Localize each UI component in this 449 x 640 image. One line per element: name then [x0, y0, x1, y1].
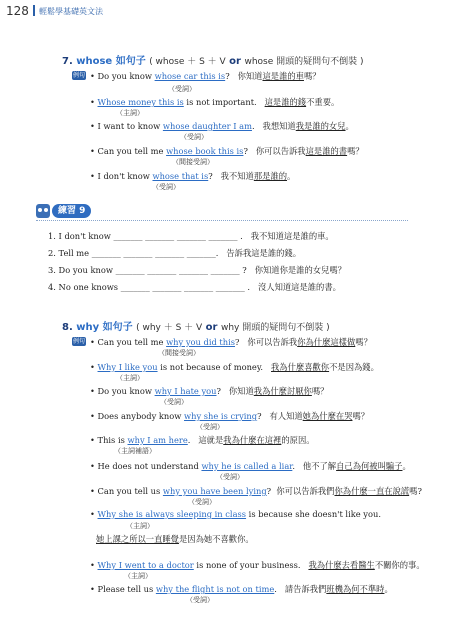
example-translation: 她上課之所以一直睡覺是因為她不喜歡你。	[96, 534, 254, 544]
section-8-title	[62, 318, 330, 333]
example-line: • Whose money this is is not important. 這是誰的錢不重要。	[90, 97, 340, 107]
grammar-note: （受詞）	[160, 398, 188, 406]
divider	[36, 220, 408, 221]
example-line: • He does not understand why he is called a liar. 他不了解自己為何被叫騙子。	[90, 461, 411, 471]
example-line: • Why I went to a doctor is none of your business. 我為什麼去看醫生不關你的事。	[90, 560, 425, 570]
section-formula-note: why 開頭的疑問句不倒裝 )	[220, 323, 330, 333]
grammar-note: （受詞）	[168, 85, 196, 93]
grammar-note: （受詞）	[186, 596, 214, 604]
example-line: • Please tell us why the flight is not on time. 請告訴我們班機為何不準時。	[90, 584, 393, 594]
grammar-note: （主詞）	[116, 109, 144, 117]
grammar-note: （主詞）	[116, 374, 144, 382]
grammar-note: （受詞）	[180, 133, 208, 141]
page-number: 128	[6, 4, 29, 18]
example-line: • Can you tell us why you have been lying? 你可以告訴我們你為什麼一直在說謊嗎?	[90, 486, 422, 496]
example-line: • I want to know whose daughter I am. 我想知道我是誰的女兒。	[90, 121, 354, 131]
section-keyword: whose	[76, 56, 113, 67]
section-formula: ( whose ＋ S ＋ V	[149, 57, 226, 67]
grammar-note: （間接受詞）	[172, 158, 214, 166]
example-line: • Can you tell me whose book this is? 你可以告訴我這是誰的書嗎？	[90, 146, 364, 156]
grammar-note: （主詞補語）	[114, 447, 156, 455]
practice-item: 4. No one knows _______ _______ _______ _______ . 沒人知道這是誰的書。	[48, 282, 341, 292]
example-line: • I don't know whose that is? 我不知道那是誰的。	[90, 171, 296, 181]
header-divider	[33, 5, 35, 16]
grammar-note: （受詞）	[152, 183, 180, 191]
section-number: 7.	[62, 56, 73, 67]
example-icon: 例句	[72, 72, 85, 79]
owl-icon	[36, 204, 50, 218]
grammar-note: （受詞）	[188, 498, 216, 506]
practice-label: 練習 9	[52, 204, 91, 218]
practice-item: 1. I don't know _______ _______ _______ _______ . 我不知道這是誰的車。	[48, 231, 334, 241]
section-formula: ( why ＋ S ＋ V	[136, 323, 203, 333]
example-line: • Does anybody know why she is crying? 有人知道她為什麼在哭嗎？	[90, 411, 370, 421]
section-or: or	[205, 322, 218, 333]
grammar-note: （受詞）	[216, 473, 244, 481]
section-label: 如句子	[115, 56, 146, 67]
example-line: • Can you tell me why you did this? 你可以告訴我你為什麼這樣做嗎？	[90, 337, 372, 347]
grammar-note: （受詞）	[196, 423, 224, 431]
grammar-note: （間接受詞）	[158, 349, 200, 357]
section-keyword: why	[76, 322, 100, 333]
section-or: or	[229, 56, 241, 67]
section-formula-note: whose 開頭的疑問句不倒裝 )	[244, 57, 364, 67]
example-line: • Why I like you is not because of money. 我為什麼喜歡你不是因為錢。	[90, 362, 379, 372]
example-line: • This is why I am here. 這就是我為什麼在這裡的原因。	[90, 435, 315, 445]
example-line: • Do you know why I hate you? 你知道我為什麼討厭你嗎？	[90, 386, 329, 396]
practice-item: 2. Tell me _______ _______ _______ _______. 告訴我這是誰的錢。	[48, 248, 302, 258]
grammar-note: （主詞）	[126, 522, 154, 530]
practice-item: 3. Do you know _______ _______ _______ _______ ? 你知道你是誰的女兒嗎？	[48, 265, 346, 275]
section-number: 8.	[62, 322, 73, 333]
book-title: 輕鬆學基礎英文法	[39, 7, 103, 16]
example-line: • Why she is always sleeping in class is because she doesn't like you.	[90, 509, 381, 519]
section-7-title	[62, 52, 363, 67]
grammar-note: （主詞）	[124, 572, 152, 580]
example-line: • Do you know whose car this is? 你知道這是誰的車嗎？	[90, 71, 321, 81]
section-label: 如句子	[102, 322, 133, 333]
example-icon: 例句	[72, 338, 85, 345]
